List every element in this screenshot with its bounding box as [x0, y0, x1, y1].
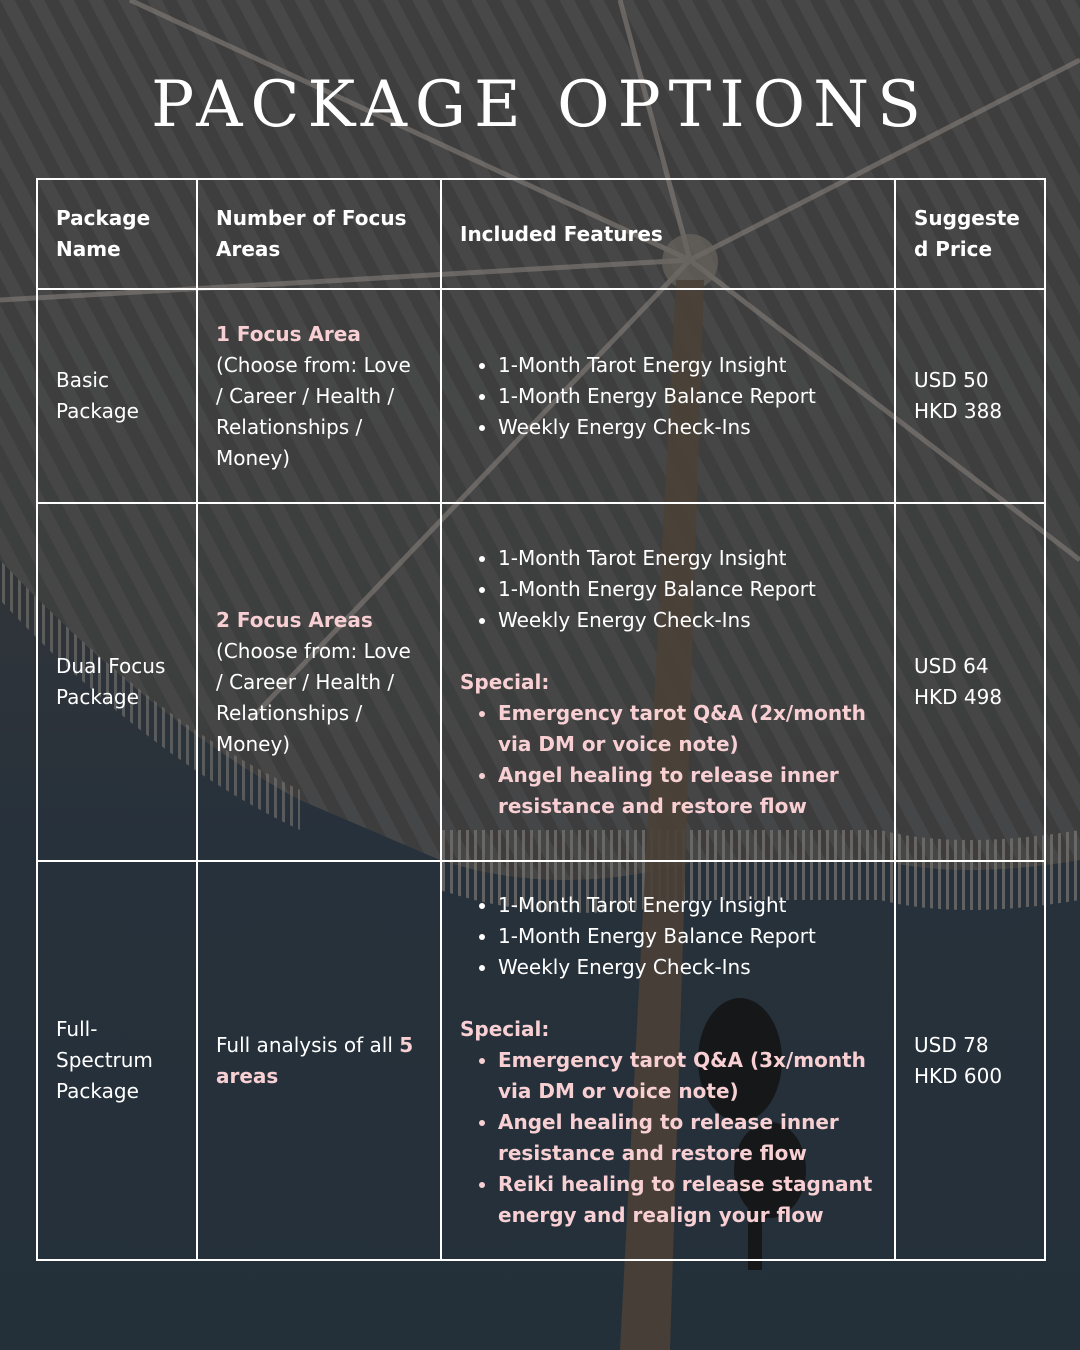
package-table [36, 178, 1046, 1261]
features-full [441, 861, 895, 1260]
package-name-basic: Basic Package [37, 289, 197, 503]
list-item: • Angel healing to release inner resistance and restore flow [498, 760, 876, 822]
table-row [37, 289, 1045, 503]
list-item: • 1-Month Energy Balance Report [498, 574, 876, 605]
list-item: • Weekly Energy Check-Ins [498, 952, 876, 983]
list-item: • Weekly Energy Check-Ins [498, 412, 876, 443]
price-hkd: HKD 498 [914, 685, 1003, 709]
focus-detail: (Choose from: Love / Career / Health / Relationships / Money) [216, 638, 411, 756]
price-usd: USD 50 [914, 368, 989, 392]
list-item: • Reiki healing to release stagnant energy and realign your flow [498, 1169, 876, 1231]
focus-areas-full [197, 861, 441, 1260]
special-list [460, 698, 876, 822]
list-item: • 1-Month Energy Balance Report [498, 921, 876, 952]
price-hkd: HKD 600 [914, 1063, 1003, 1088]
focus-areas-basic [197, 289, 441, 503]
special-label: Special: [460, 669, 550, 694]
list-item: • Angel healing to release inner resistance and restore flow [498, 1107, 876, 1169]
focus-highlight: 2 Focus Areas [216, 607, 373, 632]
focus-suffix: areas [216, 1063, 279, 1088]
price-usd: USD 64 [914, 654, 989, 678]
price-full [895, 861, 1045, 1260]
list-item: • 1-Month Energy Balance Report [498, 381, 876, 412]
header-package-name: Package Name [37, 179, 197, 289]
focus-detail: (Choose from: Love / Career / Health / Relationships / Money) [216, 352, 411, 470]
special-label: Special: [460, 1017, 550, 1041]
list-item: • 1-Month Tarot Energy Insight [498, 543, 876, 574]
package-name-full: Full-Spectrum Package [37, 861, 197, 1260]
feature-list [460, 543, 876, 636]
table-row [37, 861, 1045, 1260]
special-list [460, 1045, 876, 1231]
list-item: • Weekly Energy Check-Ins [498, 605, 876, 636]
page-title: PACKAGE OPTIONS [151, 68, 929, 142]
feature-list [460, 890, 876, 983]
focus-areas-dual [197, 503, 441, 861]
price-dual [895, 503, 1045, 861]
features-basic [441, 289, 895, 503]
table-header-row [37, 179, 1045, 289]
list-item: • 1-Month Tarot Energy Insight [498, 350, 876, 381]
header-focus-areas: Number of Focus Areas [197, 179, 441, 289]
header-features: Included Features [441, 179, 895, 289]
list-item: • Emergency tarot Q&A (3x/month via DM or voice note) [498, 1045, 876, 1107]
features-dual [441, 503, 895, 861]
header-price: Suggested Price [895, 179, 1045, 289]
package-name-dual: Dual Focus Package [37, 503, 197, 861]
focus-highlight: 1 Focus Area [216, 321, 361, 346]
list-item: • Emergency tarot Q&A (2x/month via DM or voice note) [498, 698, 876, 760]
focus-prefix: Full analysis of all [216, 1032, 400, 1057]
table-row [37, 503, 1045, 861]
price-usd: USD 78 [914, 1032, 989, 1057]
price-basic [895, 289, 1045, 503]
focus-number: 5 [399, 1032, 414, 1057]
list-item: • 1-Month Tarot Energy Insight [498, 890, 876, 921]
price-hkd: HKD 388 [914, 399, 1003, 423]
feature-list [460, 350, 876, 443]
